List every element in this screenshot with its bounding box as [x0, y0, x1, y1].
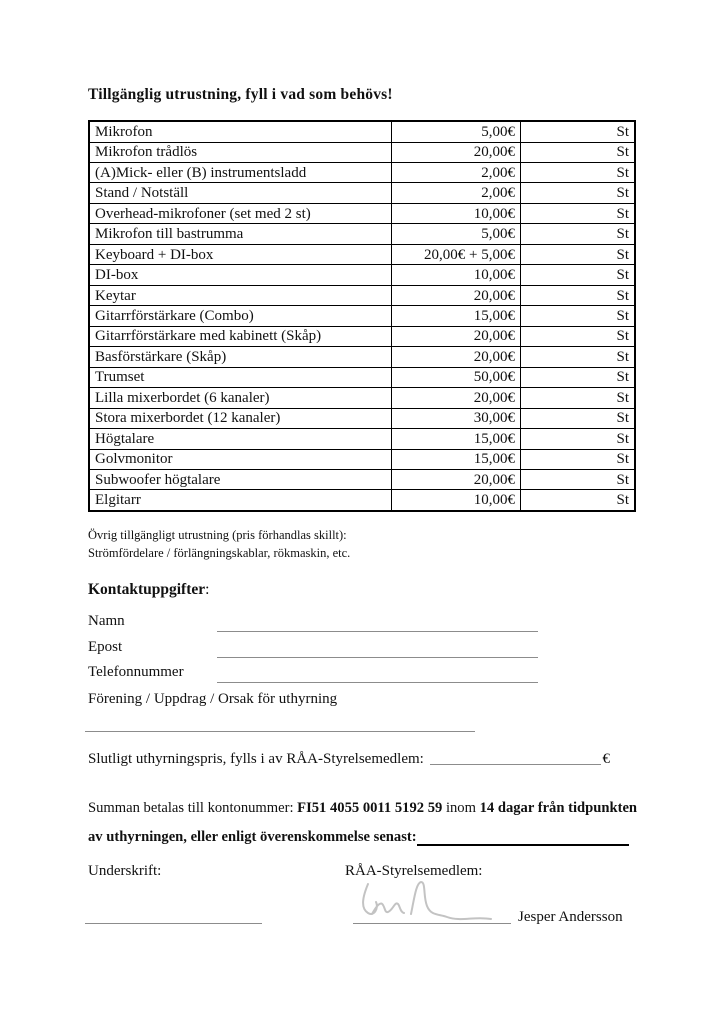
quantity-fill-cell[interactable]: St: [521, 285, 636, 305]
quantity-fill-cell[interactable]: St: [521, 162, 636, 182]
quantity-fill-cell[interactable]: St: [521, 183, 636, 203]
signer-name: Jesper Andersson: [518, 909, 623, 925]
note-line-1: Övrig tillgängligt utrustning (pris förhandlas skillt):: [88, 528, 347, 542]
item-name-cell: Högtalare: [89, 429, 392, 449]
table-row: [89, 142, 635, 162]
contact-heading-text: Kontaktuppgifter: [88, 581, 206, 598]
table-row: [89, 470, 635, 490]
item-price-cell: 20,00€: [392, 347, 521, 367]
item-name-cell: Keytar: [89, 285, 392, 305]
item-name-cell: Overhead-mikrofoner (set med 2 st): [89, 203, 392, 223]
payment-middle: inom: [442, 800, 480, 816]
item-price-cell: 10,00€: [392, 265, 521, 285]
handwritten-signature: [358, 876, 498, 926]
contact-section-heading: [88, 581, 209, 599]
item-price-cell: 2,00€: [392, 183, 521, 203]
item-name-cell: Lilla mixerbordet (6 kanaler): [89, 388, 392, 408]
item-name-cell: Keyboard + DI-box: [89, 244, 392, 264]
quantity-fill-cell[interactable]: St: [521, 367, 636, 387]
item-name-cell: Trumset: [89, 367, 392, 387]
contact-heading-colon: :: [205, 581, 210, 598]
item-name-cell: Mikrofon trådlös: [89, 142, 392, 162]
quantity-fill-cell[interactable]: St: [521, 449, 636, 469]
quantity-fill-cell[interactable]: St: [521, 347, 636, 367]
payment-line-2: [88, 823, 629, 852]
rental-reason-line[interactable]: [85, 714, 475, 732]
table-row: [89, 408, 635, 428]
item-name-cell: Golvmonitor: [89, 449, 392, 469]
item-name-cell: Elgitarr: [89, 490, 392, 511]
quantity-fill-cell[interactable]: St: [521, 388, 636, 408]
currency-symbol: €: [602, 751, 610, 767]
quantity-fill-cell[interactable]: St: [521, 244, 636, 264]
item-name-cell: (A)Mick- eller (B) instrumentsladd: [89, 162, 392, 182]
item-name-cell: Gitarrförstärkare med kabinett (Skåp): [89, 326, 392, 346]
item-price-cell: 30,00€: [392, 408, 521, 428]
quantity-fill-cell[interactable]: St: [521, 326, 636, 346]
item-price-cell: 20,00€ + 5,00€: [392, 244, 521, 264]
phone-field-label: Telefonnummer: [88, 664, 184, 680]
item-price-cell: 20,00€: [392, 142, 521, 162]
name-field-label: Namn: [88, 613, 125, 629]
payment-deadline-continued: av uthyrningen, eller enligt överenskommelse senast:: [88, 829, 417, 845]
table-row: [89, 449, 635, 469]
rental-reason-label: Förening / Uppdrag / Orsak för uthyrning: [88, 691, 338, 707]
equipment-table: [88, 120, 636, 512]
item-name-cell: Mikrofon till bastrumma: [89, 224, 392, 244]
final-price-line[interactable]: [430, 763, 601, 765]
table-row: [89, 224, 635, 244]
item-price-cell: 10,00€: [392, 203, 521, 223]
table-row: [89, 121, 635, 142]
board-member-label: RÅA-Styrelsemedlem:: [345, 863, 483, 879]
table-row: [89, 244, 635, 264]
table-row: [89, 326, 635, 346]
quantity-fill-cell[interactable]: St: [521, 142, 636, 162]
table-row: [89, 429, 635, 449]
quantity-fill-cell[interactable]: St: [521, 408, 636, 428]
item-price-cell: 20,00€: [392, 326, 521, 346]
item-name-cell: Stand / Notställ: [89, 183, 392, 203]
other-equipment-note: [88, 527, 350, 562]
item-price-cell: 10,00€: [392, 490, 521, 511]
quantity-fill-cell[interactable]: St: [521, 203, 636, 223]
renter-signature-line[interactable]: [85, 906, 262, 924]
table-row: [89, 367, 635, 387]
table-row: [89, 162, 635, 182]
quantity-fill-cell[interactable]: St: [521, 265, 636, 285]
table-row: [89, 285, 635, 305]
item-price-cell: 5,00€: [392, 224, 521, 244]
note-line-2: Strömfördelare / förlängningskablar, rökmaskin, etc.: [88, 545, 351, 560]
table-row: [89, 203, 635, 223]
table-row: [89, 490, 635, 511]
item-name-cell: Stora mixerbordet (12 kanaler): [89, 408, 392, 428]
item-price-cell: 20,00€: [392, 470, 521, 490]
table-row: [89, 265, 635, 285]
quantity-fill-cell[interactable]: St: [521, 470, 636, 490]
quantity-fill-cell[interactable]: St: [521, 224, 636, 244]
quantity-fill-cell[interactable]: St: [521, 121, 636, 142]
payment-intro: Summan betalas till kontonummer:: [88, 800, 298, 816]
item-price-cell: 2,00€: [392, 162, 521, 182]
phone-field-row: [88, 664, 538, 682]
quantity-fill-cell[interactable]: St: [521, 429, 636, 449]
item-price-cell: 50,00€: [392, 367, 521, 387]
item-name-cell: DI-box: [89, 265, 392, 285]
final-price-label: Slutligt uthyrningspris, fylls i av RÅA-Styrelsemedlem:: [88, 751, 424, 767]
name-field-line[interactable]: [217, 630, 538, 632]
phone-field-line[interactable]: [217, 681, 538, 683]
quantity-fill-cell[interactable]: St: [521, 490, 636, 511]
item-name-cell: Subwoofer högtalare: [89, 470, 392, 490]
email-field-line[interactable]: [217, 656, 538, 658]
final-price-row: [88, 751, 610, 768]
table-row: [89, 306, 635, 326]
table-row: [89, 388, 635, 408]
item-price-cell: 15,00€: [392, 429, 521, 449]
signature-label: Underskrift:: [88, 863, 162, 879]
name-field-row: [88, 613, 538, 631]
payment-deadline: 14 dagar från tidpunkten: [479, 800, 638, 816]
table-row: [89, 347, 635, 367]
item-price-cell: 5,00€: [392, 121, 521, 142]
item-name-cell: Basförstärkare (Skåp): [89, 347, 392, 367]
quantity-fill-cell[interactable]: St: [521, 306, 636, 326]
item-price-cell: 20,00€: [392, 388, 521, 408]
item-price-cell: 20,00€: [392, 285, 521, 305]
table-row: [89, 183, 635, 203]
item-name-cell: Gitarrförstärkare (Combo): [89, 306, 392, 326]
payment-instructions: [88, 794, 638, 852]
payment-line-1: [88, 794, 638, 823]
account-number: FI51 4055 0011 5192 59: [297, 800, 443, 816]
item-price-cell: 15,00€: [392, 306, 521, 326]
item-price-cell: 15,00€: [392, 449, 521, 469]
deadline-date-line[interactable]: [417, 843, 629, 846]
item-name-cell: Mikrofon: [89, 121, 392, 142]
email-field-row: [88, 639, 538, 657]
page-title: Tillgänglig utrustning, fyll i vad som behövs!: [88, 86, 393, 103]
email-field-label: Epost: [88, 639, 123, 655]
